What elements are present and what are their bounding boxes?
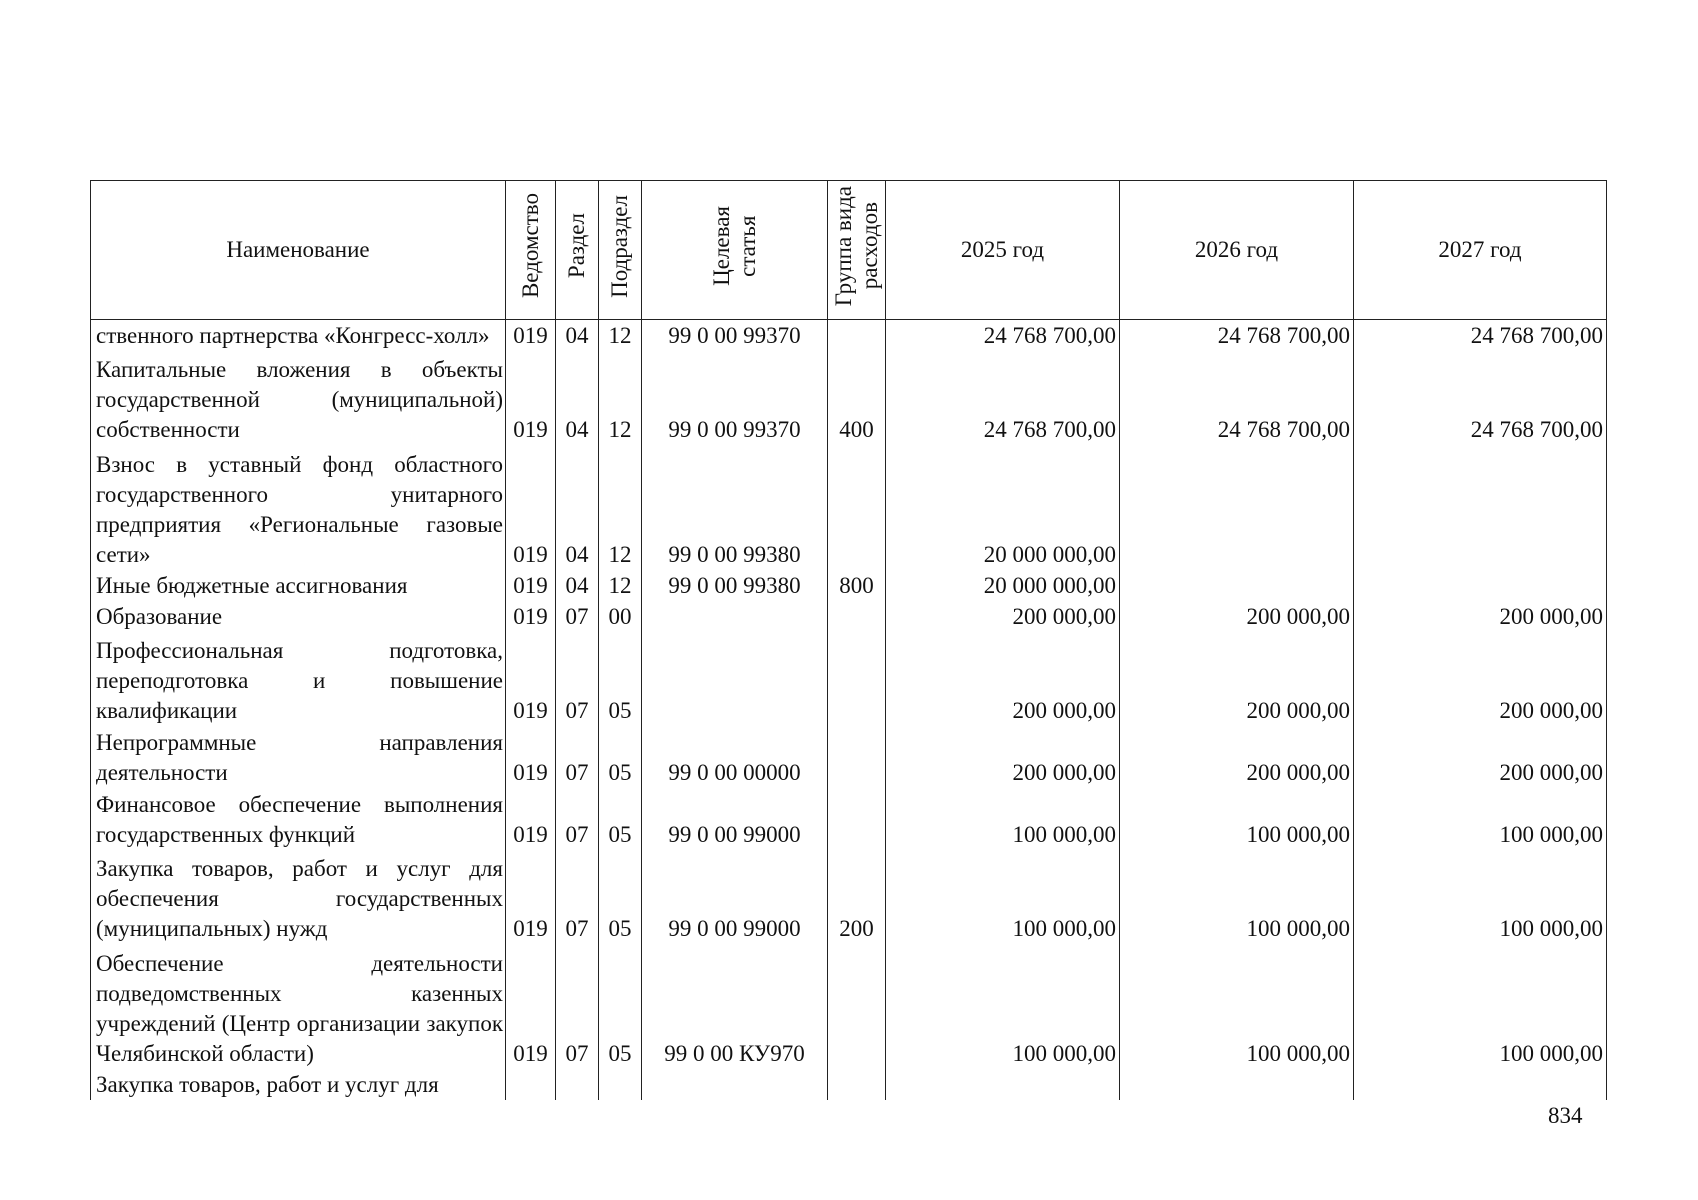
cell-vedomstvo: 019 (506, 944, 556, 1069)
cell-2025: 200 000,00 (886, 632, 1120, 726)
cell-name: Профессиональная подготовка, переподготовка и повышение квалификации (91, 632, 506, 726)
cell-podrazdel: 05 (599, 632, 642, 726)
cell-2027: 100 000,00 (1354, 788, 1607, 850)
cell-target: 99 0 00 99000 (642, 788, 828, 850)
cell-target: 99 0 00 99000 (642, 850, 828, 944)
table-row (91, 850, 1607, 944)
cell-2026: 100 000,00 (1120, 788, 1354, 850)
cell-name: Образование (91, 601, 506, 632)
cell-podrazdel: 12 (599, 570, 642, 601)
header-group: Группа вида расходов (828, 181, 886, 320)
cell-2025: 200 000,00 (886, 726, 1120, 788)
cell-2026 (1120, 445, 1354, 570)
cell-vedomstvo: 019 (506, 632, 556, 726)
cell-vedomstvo: 019 (506, 320, 556, 352)
cell-2027 (1354, 570, 1607, 601)
page-number: 834 (1548, 1103, 1583, 1128)
cell-2025: 20 000 000,00 (886, 445, 1120, 570)
cell-target: 99 0 00 КУ970 (642, 944, 828, 1069)
table-row (91, 726, 1607, 788)
table-row (91, 601, 1607, 632)
cell-podrazdel: 12 (599, 320, 642, 352)
cell-2026 (1120, 570, 1354, 601)
cell-2027: 24 768 700,00 (1354, 351, 1607, 445)
cell-group (828, 1069, 886, 1100)
cell-2026: 100 000,00 (1120, 944, 1354, 1069)
table-row (91, 944, 1607, 1069)
cell-2025: 100 000,00 (886, 850, 1120, 944)
table-row (91, 788, 1607, 850)
cell-vedomstvo: 019 (506, 570, 556, 601)
header-name: Наименование (91, 181, 506, 320)
cell-vedomstvo (506, 1069, 556, 1100)
cell-razdel: 04 (556, 445, 599, 570)
cell-podrazdel (599, 1069, 642, 1100)
cell-group (828, 445, 886, 570)
cell-razdel: 07 (556, 788, 599, 850)
cell-group: 800 (828, 570, 886, 601)
cell-razdel: 07 (556, 850, 599, 944)
header-razdel: Раздел (556, 181, 599, 320)
cell-2025: 20 000 000,00 (886, 570, 1120, 601)
header-vedomstvo: Ведомство (506, 181, 556, 320)
cell-2027 (1354, 445, 1607, 570)
cell-name: Иные бюджетные ассигнования (91, 570, 506, 601)
cell-2026 (1120, 1069, 1354, 1100)
header-target: Целевая статья (642, 181, 828, 320)
cell-vedomstvo: 019 (506, 601, 556, 632)
cell-podrazdel: 05 (599, 726, 642, 788)
cell-name: Непрограммные направления деятельности (91, 726, 506, 788)
cell-name: ственного партнерства «Конгресс-холл» (91, 320, 506, 352)
cell-2026: 100 000,00 (1120, 850, 1354, 944)
cell-razdel: 07 (556, 726, 599, 788)
cell-podrazdel: 00 (599, 601, 642, 632)
cell-target (642, 601, 828, 632)
table-body (91, 320, 1607, 1101)
cell-group: 200 (828, 850, 886, 944)
cell-group (828, 726, 886, 788)
table-row (91, 1069, 1607, 1100)
budget-table (90, 180, 1607, 1100)
cell-group (828, 601, 886, 632)
cell-name: Финансовое обеспечение выполнения государственных функций (91, 788, 506, 850)
cell-2026: 24 768 700,00 (1120, 320, 1354, 352)
table-row (91, 320, 1607, 352)
cell-target: 99 0 00 00000 (642, 726, 828, 788)
header-2025: 2025 год (886, 181, 1120, 320)
cell-2025: 24 768 700,00 (886, 351, 1120, 445)
cell-name: Капитальные вложения в объекты государственной (муниципальной) собственности (91, 351, 506, 445)
cell-vedomstvo: 019 (506, 850, 556, 944)
cell-group (828, 320, 886, 352)
table-row (91, 632, 1607, 726)
cell-2025: 100 000,00 (886, 788, 1120, 850)
cell-target: 99 0 00 99380 (642, 445, 828, 570)
cell-2026: 24 768 700,00 (1120, 351, 1354, 445)
cell-razdel (556, 1069, 599, 1100)
cell-target (642, 632, 828, 726)
table-row (91, 351, 1607, 445)
table-row (91, 445, 1607, 570)
cell-group (828, 788, 886, 850)
cell-2027: 200 000,00 (1354, 632, 1607, 726)
cell-name: Закупка товаров, работ и услуг для обеспечения государственных (муниципальных) нужд (91, 850, 506, 944)
cell-name: Закупка товаров, работ и услуг для (91, 1069, 506, 1100)
cell-2025 (886, 1069, 1120, 1100)
cell-group (828, 944, 886, 1069)
cell-target: 99 0 00 99380 (642, 570, 828, 601)
cell-razdel: 04 (556, 351, 599, 445)
cell-vedomstvo: 019 (506, 445, 556, 570)
cell-2025: 24 768 700,00 (886, 320, 1120, 352)
cell-group (828, 632, 886, 726)
table-row (91, 570, 1607, 601)
cell-2025: 100 000,00 (886, 944, 1120, 1069)
cell-podrazdel: 05 (599, 944, 642, 1069)
cell-2027: 100 000,00 (1354, 850, 1607, 944)
cell-name: Взнос в уставный фонд областного государственного унитарного предприятия «Региональные газовые сети» (91, 445, 506, 570)
cell-vedomstvo: 019 (506, 351, 556, 445)
cell-podrazdel: 05 (599, 850, 642, 944)
cell-group: 400 (828, 351, 886, 445)
header-2027: 2027 год (1354, 181, 1607, 320)
header-2026: 2026 год (1120, 181, 1354, 320)
cell-razdel: 07 (556, 944, 599, 1069)
cell-name: Обеспечение деятельности подведомственных казенных учреждений (Центр организации закупок Челябинской области) (91, 944, 506, 1069)
cell-podrazdel: 12 (599, 351, 642, 445)
cell-target: 99 0 00 99370 (642, 351, 828, 445)
cell-razdel: 07 (556, 601, 599, 632)
cell-podrazdel: 05 (599, 788, 642, 850)
cell-vedomstvo: 019 (506, 726, 556, 788)
cell-2027: 24 768 700,00 (1354, 320, 1607, 352)
cell-razdel: 04 (556, 570, 599, 601)
header-podrazdel: Подраздел (599, 181, 642, 320)
header-row (91, 181, 1607, 320)
cell-2027: 100 000,00 (1354, 944, 1607, 1069)
cell-2027: 200 000,00 (1354, 601, 1607, 632)
cell-2025: 200 000,00 (886, 601, 1120, 632)
cell-2027 (1354, 1069, 1607, 1100)
cell-podrazdel: 12 (599, 445, 642, 570)
cell-razdel: 07 (556, 632, 599, 726)
cell-vedomstvo: 019 (506, 788, 556, 850)
cell-2026: 200 000,00 (1120, 726, 1354, 788)
cell-target (642, 1069, 828, 1100)
cell-2026: 200 000,00 (1120, 632, 1354, 726)
cell-2027: 200 000,00 (1354, 726, 1607, 788)
cell-2026: 200 000,00 (1120, 601, 1354, 632)
cell-target: 99 0 00 99370 (642, 320, 828, 352)
cell-razdel: 04 (556, 320, 599, 352)
